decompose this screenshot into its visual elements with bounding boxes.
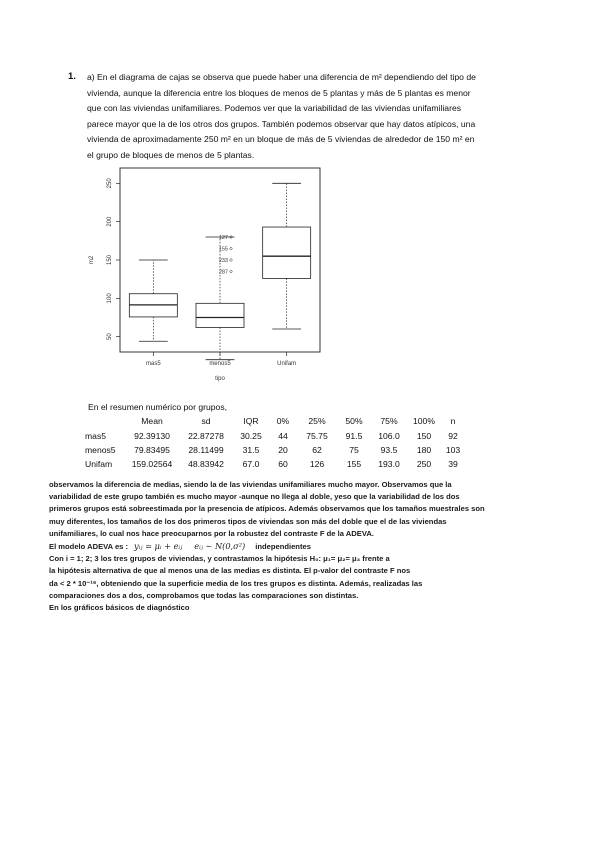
intro-line: parece mayor que la de los otros dos grupos. También podemos observar que hay datos atípicos, una bbox=[87, 118, 476, 129]
table-cell: 150 bbox=[416, 430, 432, 441]
outlier-point bbox=[230, 247, 232, 249]
table-header: IQR bbox=[243, 416, 259, 427]
body-line: da < 2 * 10⁻¹⁶, obteniendo que la superficie media de los tres grupos es distinta. Además, realizadas las bbox=[49, 578, 423, 588]
table-cell: 103 bbox=[445, 444, 461, 455]
table-cell: 79.83495 bbox=[134, 444, 170, 455]
intro-line: vivienda, aunque la diferencia entre los bloques de menos de 5 plantas y más de 5 plantas es menor bbox=[87, 87, 471, 98]
table-cell: 159.02564 bbox=[131, 459, 173, 470]
table-header: n bbox=[450, 416, 456, 427]
x-tick-label: mas5 bbox=[145, 361, 161, 367]
table-cell: 126 bbox=[309, 459, 325, 470]
outlier-label: 287 bbox=[218, 269, 228, 276]
table-cell: 180 bbox=[416, 444, 432, 455]
body-text bbox=[49, 479, 549, 614]
table-cell: 28.11499 bbox=[188, 444, 224, 455]
outlier-point bbox=[230, 259, 232, 261]
model-suffix: independientes bbox=[255, 542, 311, 552]
table-row bbox=[85, 428, 465, 442]
outlier-label: 155 bbox=[218, 246, 228, 253]
y-tick-label: 150 bbox=[107, 254, 113, 266]
table-row bbox=[85, 457, 465, 471]
body-line: Con i = 1; 2; 3 los tres grupos de viviendas, y contrastamos la hipótesis H₀: μ₁= μ₂= μ₃ frente a bbox=[49, 554, 390, 564]
body-line: variabilidad de este grupo también es mucho mayor -aunque no llega al doble, yeso que la variabilidad de los dos bbox=[49, 492, 460, 502]
table-header bbox=[85, 414, 125, 428]
y-tick-label: 200 bbox=[107, 216, 113, 227]
y-axis-label: m2 bbox=[89, 255, 95, 265]
table-cell: 92 bbox=[448, 430, 458, 441]
x-tick-label: menos5 bbox=[209, 361, 231, 367]
outlier-point bbox=[230, 270, 232, 272]
table-cell: 250 bbox=[416, 459, 432, 470]
y-tick-label: 250 bbox=[107, 178, 113, 189]
body-line: comparaciones dos a dos, comprobamos que todas las comparaciones son distintas. bbox=[49, 590, 359, 600]
intro-line: vivienda de aproximadamente 250 m² en un bloque de más de 5 viviendas de alrededor de 150 m² en bbox=[87, 134, 475, 145]
intro-line: a) En el diagrama de cajas se observa que puede haber una diferencia de m² dependiendo del tipo de bbox=[87, 72, 476, 82]
table-cell: 106.0 bbox=[378, 430, 400, 441]
table-cell: 31.5 bbox=[242, 444, 260, 455]
table-header: 0% bbox=[276, 416, 290, 427]
boxplot-figure bbox=[88, 162, 328, 390]
table-header-row bbox=[85, 414, 465, 428]
x-axis-label: tipo bbox=[215, 376, 225, 382]
table-header: Mean bbox=[141, 416, 163, 427]
summary-title: En el resumen numérico por grupos, bbox=[88, 402, 228, 412]
model-line bbox=[49, 540, 549, 553]
table-cell: 75.75 bbox=[306, 430, 328, 441]
boxplot-chart bbox=[88, 162, 328, 390]
body-line: la hipótesis alternativa de que al menos una de las medias es distinta. El p-valor del contraste F nos bbox=[49, 566, 411, 576]
table-cell: 91.5 bbox=[345, 430, 363, 441]
table-header: 50% bbox=[345, 416, 363, 427]
intro-line: que con las viviendas unifamiliares. Podemos ver que la variabilidad de las viviendas unifamiliares bbox=[87, 103, 462, 114]
table-cell: menos5 bbox=[85, 444, 116, 455]
table-cell: 30.25 bbox=[240, 430, 262, 441]
box-Unifam bbox=[263, 227, 311, 278]
table-cell: 193.0 bbox=[378, 459, 400, 470]
table-header: sd bbox=[201, 416, 211, 427]
intro-paragraph bbox=[87, 70, 547, 164]
table-cell: 93.5 bbox=[380, 444, 398, 455]
table-cell: 155 bbox=[346, 459, 362, 470]
table-header: 25% bbox=[308, 416, 326, 427]
table-cell: 92.39130 bbox=[134, 430, 170, 441]
body-line: observamos la diferencia de medias, siendo la de las viviendas unifamiliares mucho mayor. Observamos que la bbox=[49, 480, 452, 489]
table-cell: 20 bbox=[278, 444, 288, 455]
body-line: primeros grupos está sobreestimada por la presencia de atípicos. Además observamos que los tamaños muestrales son bbox=[49, 504, 485, 514]
table-cell: 22.87278 bbox=[188, 430, 224, 441]
table-row bbox=[85, 443, 465, 457]
body-line: unifamiliares, lo cual nos hace preocuparnos por la robustez del contraste F de la ADEVA. bbox=[49, 528, 374, 538]
table-cell: Unifam bbox=[85, 459, 113, 470]
model-error-distribution: eᵢⱼ ∼ N(0,σ²) bbox=[194, 541, 246, 552]
question-number: 1. bbox=[68, 71, 76, 82]
outlier-label: 127 bbox=[218, 234, 228, 241]
table-header: 100% bbox=[413, 416, 435, 427]
table-cell: 44 bbox=[278, 430, 288, 441]
table-cell: 48.83942 bbox=[188, 459, 224, 470]
table-cell: 75 bbox=[349, 444, 359, 455]
table-cell: mas5 bbox=[85, 430, 107, 441]
summary-table bbox=[85, 414, 465, 472]
box-menos5 bbox=[196, 303, 244, 327]
table-cell: 39 bbox=[448, 459, 458, 470]
intro-line: el grupo de bloques de menos de 5 plantas. bbox=[87, 149, 255, 160]
body-line: muy diferentes, los tamaños de los dos primeros tipos de viviendas son más del doble que el de las viviendas bbox=[49, 516, 447, 526]
model-equation: yᵢⱼ = μᵢ + eᵢⱼ bbox=[134, 541, 183, 552]
body-line: En los gráficos básicos de diagnóstico bbox=[49, 603, 190, 613]
outlier-label: 233 bbox=[218, 257, 228, 264]
table-cell: 60 bbox=[278, 459, 288, 470]
y-tick-label: 100 bbox=[107, 293, 113, 304]
x-tick-label: Unifam bbox=[277, 361, 297, 367]
table-cell: 67.0 bbox=[242, 459, 260, 470]
table-header: 75% bbox=[380, 416, 398, 427]
table-cell: 62 bbox=[312, 444, 322, 455]
model-prefix: El modelo ADEVA es : bbox=[49, 542, 129, 552]
y-tick-label: 50 bbox=[107, 333, 113, 341]
